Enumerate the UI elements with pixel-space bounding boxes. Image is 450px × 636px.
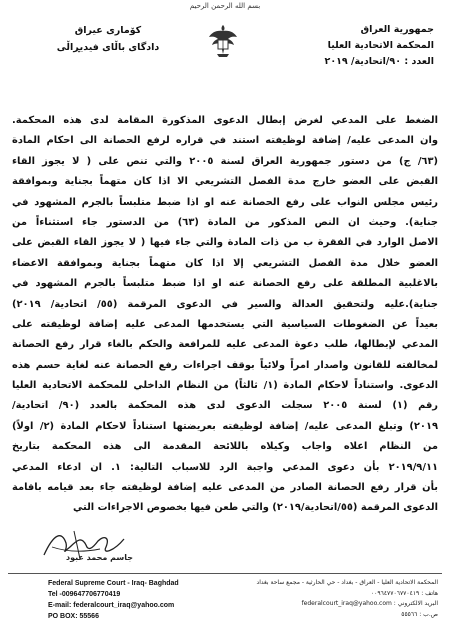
signer-name: جاسم محمد عبود <box>66 553 134 562</box>
body-line: رقم (١) لسنة ٢٠٠٥ سجلت الدعوى لدى هذه المحكمة بالعدد (٩٠/ اتحادية/ <box>12 400 438 412</box>
body-line: من النظام اعلاه واجاب وكيلاه باللائحة المقدمة الى هذه المحكمة بتاريخ <box>12 441 438 453</box>
header-arabic <box>294 22 434 70</box>
basmala: بسم الله الرحمن الرحيم <box>189 2 261 10</box>
header-kurdish-country: كۆماری عیراق <box>74 25 142 36</box>
body-line: ٢٠١٩/٩/١١ بأن دعوى المدعي واجبة الرد للاسباب التالية: ١. ان ادعاء المدعي <box>12 461 438 473</box>
body-line: (٦٣/ ج) من دستور جمهورية العراق لسنة ٢٠٠٥ والتي تنص على ( لا يجوز القاء <box>12 155 438 167</box>
judgment-body <box>12 111 438 519</box>
body-line: الدعوى. واستناداً لاحكام المادة (١/ ثالثاً) من النظام الداخلي للمحكمة الاتحادية العليا <box>12 380 438 392</box>
body-line: جناية).عليه ولتحقيق العدالة والسير في الدعوى المرقمة (٥٥/ اتحادية/ ٢٠١٩) <box>12 298 438 310</box>
footer-po-box: PO BOX: 55566 <box>48 613 99 620</box>
footer-email-ar: البريد الالكتروني : federalcourt_iraq@yahoo.com <box>301 600 438 607</box>
footer-phone-ar: هاتف : ٠٠٩٦٤٧٧٠٦٧٧٠٤١٩ <box>370 589 438 597</box>
footer-po-box-ar: ص.ب : ٥٥٥٦٦ <box>401 610 438 618</box>
case-number: العدد : ٩٠/اتحادية/ ٢٠١٩ <box>324 56 434 67</box>
body-line: ٢٠١٩) وتبلغ المدعى عليه/ إضافة لوظيفته بعريضتها استناداً لاحكام المادة (٢/ اولاً) <box>12 420 438 432</box>
footer-phone: Tel -009647706770419 <box>48 591 121 598</box>
body-line: بالاغلبية المطلقة على رفع الحصانة عنه او اذا ضبط متلبساً بالجرم المشهود في <box>12 278 438 290</box>
eagle-emblem-icon <box>208 22 238 58</box>
body-line: جناية). وحيث ان النص المذكور من المادة (٦٣) من الدستور جاء استثناءاً من <box>12 216 438 228</box>
body-line: العضو خلال مدة الفصل التشريعي إلا اذا كان متهماً بجناية وبموافقة الاعضاء <box>12 257 438 269</box>
header-kurdish <box>52 22 164 56</box>
header-country: جمهورية العراق <box>360 24 434 35</box>
footer-email: E-mail: federalcourt_iraq@yahoo.com <box>48 602 175 609</box>
header-kurdish-court: دادگای باڵای فیدیڕاڵی <box>56 42 160 53</box>
body-line: الاصل الوارد في الفقرة ب من ذات المادة والتي جاء فيها ( لا يجوز القاء القبض على <box>12 237 438 249</box>
footer-divider <box>8 573 442 574</box>
footer-english <box>48 578 179 622</box>
body-line: بأن قرار رفع الحصانة الصادر من المدعى عليه إضافة لوظيفته جاء بعد قيامه باقامة <box>12 482 438 494</box>
footer-arabic <box>248 578 438 620</box>
body-line: لمخالفته للقانون واصدار امراً ولائياً بوقف اجراءات رفع الحصانة عنه لغاية حسم هذه <box>12 359 438 371</box>
body-line: المدعي لإبطالها، طلب دعوة المدعى عليه للمرافعة والحكم بالغاء قرار رفع الحصانة <box>12 339 438 351</box>
footer-address: المحكمة الاتحادية العليا - العراق - بغداد - حي الحارثية - مجمع ساحة بغداد <box>256 579 438 586</box>
footer-court-name: Federal Supreme Court - Iraq- Baghdad <box>48 580 179 587</box>
body-line: رئيس مجلس النواب على رفع الحصانة عنه او اذا ضبط متلبساً بالجرم المشهود في <box>12 196 438 208</box>
body-line: القبض على العضو خارج مدة الفصل التشريعي الا اذا كان متهماً بجناية وبموافقة <box>12 176 438 188</box>
body-line: الدعوى المرقمة (٥٥/اتحادية/٢٠١٩) والتي طعن فيها بخصوص الاجراءات التي <box>73 502 438 514</box>
body-line: الضغط على المدعي لغرض إبطال الدعوى المذكورة المقامة لدى هذه المحكمة. <box>12 115 438 126</box>
body-line: بعيداً عن الضغوطات السياسية التي يستخدمها المدعى عليه إضافة لوظيفته على <box>12 318 438 330</box>
header-court-name: المحكمة الاتحادية العليا <box>327 40 434 51</box>
body-line: وان المدعى عليه/ إضافة لوظيفته استند في قراره لرفع الحصانة الى احكام المادة <box>12 135 438 147</box>
